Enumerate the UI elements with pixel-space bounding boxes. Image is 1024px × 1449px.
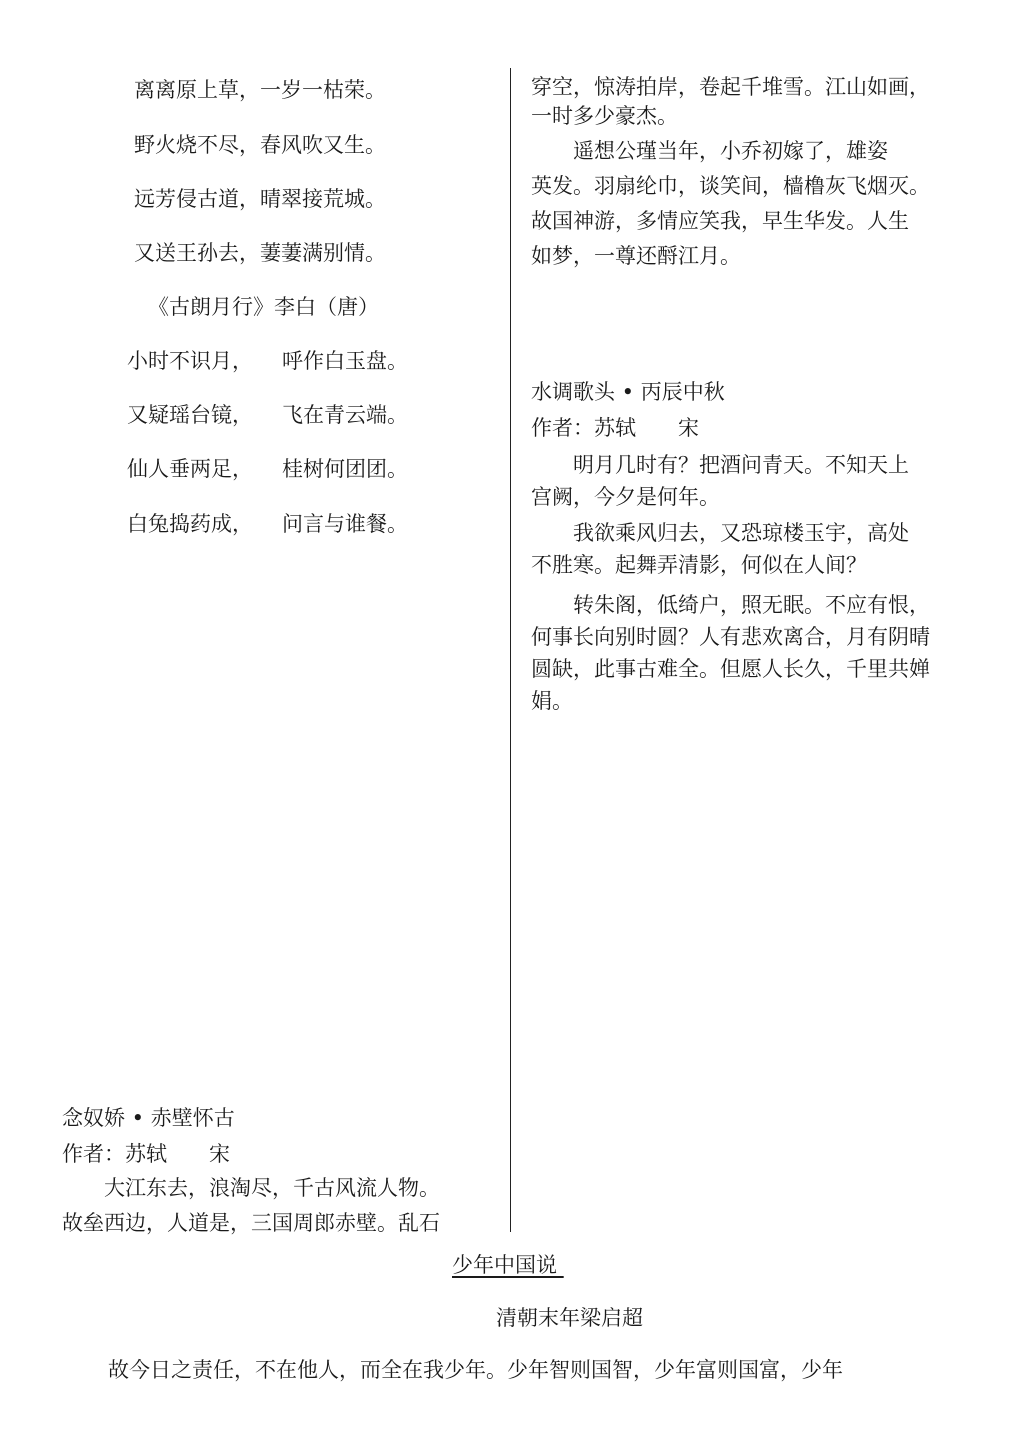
poem2-line-a: 又疑瑶台镜， — [127, 403, 253, 427]
essay-title: 少年中国说 — [452, 1253, 564, 1277]
poem1-line: 离离原上草，一岁一枯荣。 — [134, 78, 386, 102]
cont-line: 英发。羽扇纶巾，谈笑间，樯橹灰飞烟灭。 — [531, 174, 930, 198]
poem2-line-b: 飞在青云端。 — [282, 403, 408, 427]
poem2-line-b: 呼作白玉盘。 — [282, 349, 408, 373]
cont-line: 一时多少豪杰。 — [531, 104, 678, 128]
column-divider — [510, 68, 511, 1232]
ci2-line: 不胜寒。起舞弄清影，何似在人间？ — [531, 553, 867, 577]
ci2-line: 我欲乘风归去，又恐琼楼玉宇，高处 — [531, 521, 909, 545]
cont-line: 遥想公瑾当年，小乔初嫁了，雄姿 — [531, 139, 888, 163]
poem2-line-b: 问言与谁餐。 — [282, 512, 408, 536]
essay-text: 故今日之责任，不在他人，而全在我少年。少年智则国智，少年富则国富，少年 — [108, 1358, 843, 1382]
poem1-line: 又送王孙去，萋萋满别情。 — [134, 241, 386, 265]
ci2-line: 娟。 — [531, 689, 573, 713]
poem1-line: 野火烧不尽，春风吹又生。 — [134, 133, 386, 157]
cont-line: 穿空，惊涛拍岸，卷起千堆雪。江山如画， — [531, 75, 930, 99]
poem2-line-a: 白兔捣药成， — [127, 512, 253, 536]
ci2-line: 圆缺，此事古难全。但愿人长久，千里共婵 — [531, 657, 930, 681]
cont-line: 故国神游，多情应笑我，早生华发。人生 — [531, 209, 909, 233]
ci2-line: 宫阙，今夕是何年。 — [531, 485, 720, 509]
ci-title: 念奴娇 • 赤壁怀古 — [62, 1106, 235, 1130]
essay-author: 清朝末年梁启超 — [496, 1306, 643, 1330]
ci-line: 大江东去，浪淘尽，千古风流人物。 — [62, 1176, 440, 1200]
ci2-author: 作者：苏轼 宋 — [531, 416, 699, 440]
ci2-title: 水调歌头 • 丙辰中秋 — [531, 380, 725, 404]
ci-line: 故垒西边，人道是，三国周郎赤壁。乱石 — [62, 1211, 440, 1235]
ci2-line: 明月几时有？把酒问青天。不知天上 — [531, 453, 909, 477]
ci-author: 作者：苏轼 宋 — [62, 1142, 230, 1166]
cont-line: 如梦，一尊还酹江月。 — [531, 244, 741, 268]
ci2-line: 何事长向别时圆？人有悲欢离合，月有阴晴 — [531, 625, 930, 649]
poem2-line-b: 桂树何团团。 — [282, 457, 408, 481]
ci2-line: 转朱阁，低绮户，照无眠。不应有恨， — [531, 593, 930, 617]
poem2-line-a: 仙人垂两足， — [127, 457, 253, 481]
poem2-title: 《古朗月行》李白（唐） — [148, 295, 379, 319]
poem1-line: 远芳侵古道，晴翠接荒城。 — [134, 187, 386, 211]
poem2-line-a: 小时不识月， — [127, 349, 253, 373]
